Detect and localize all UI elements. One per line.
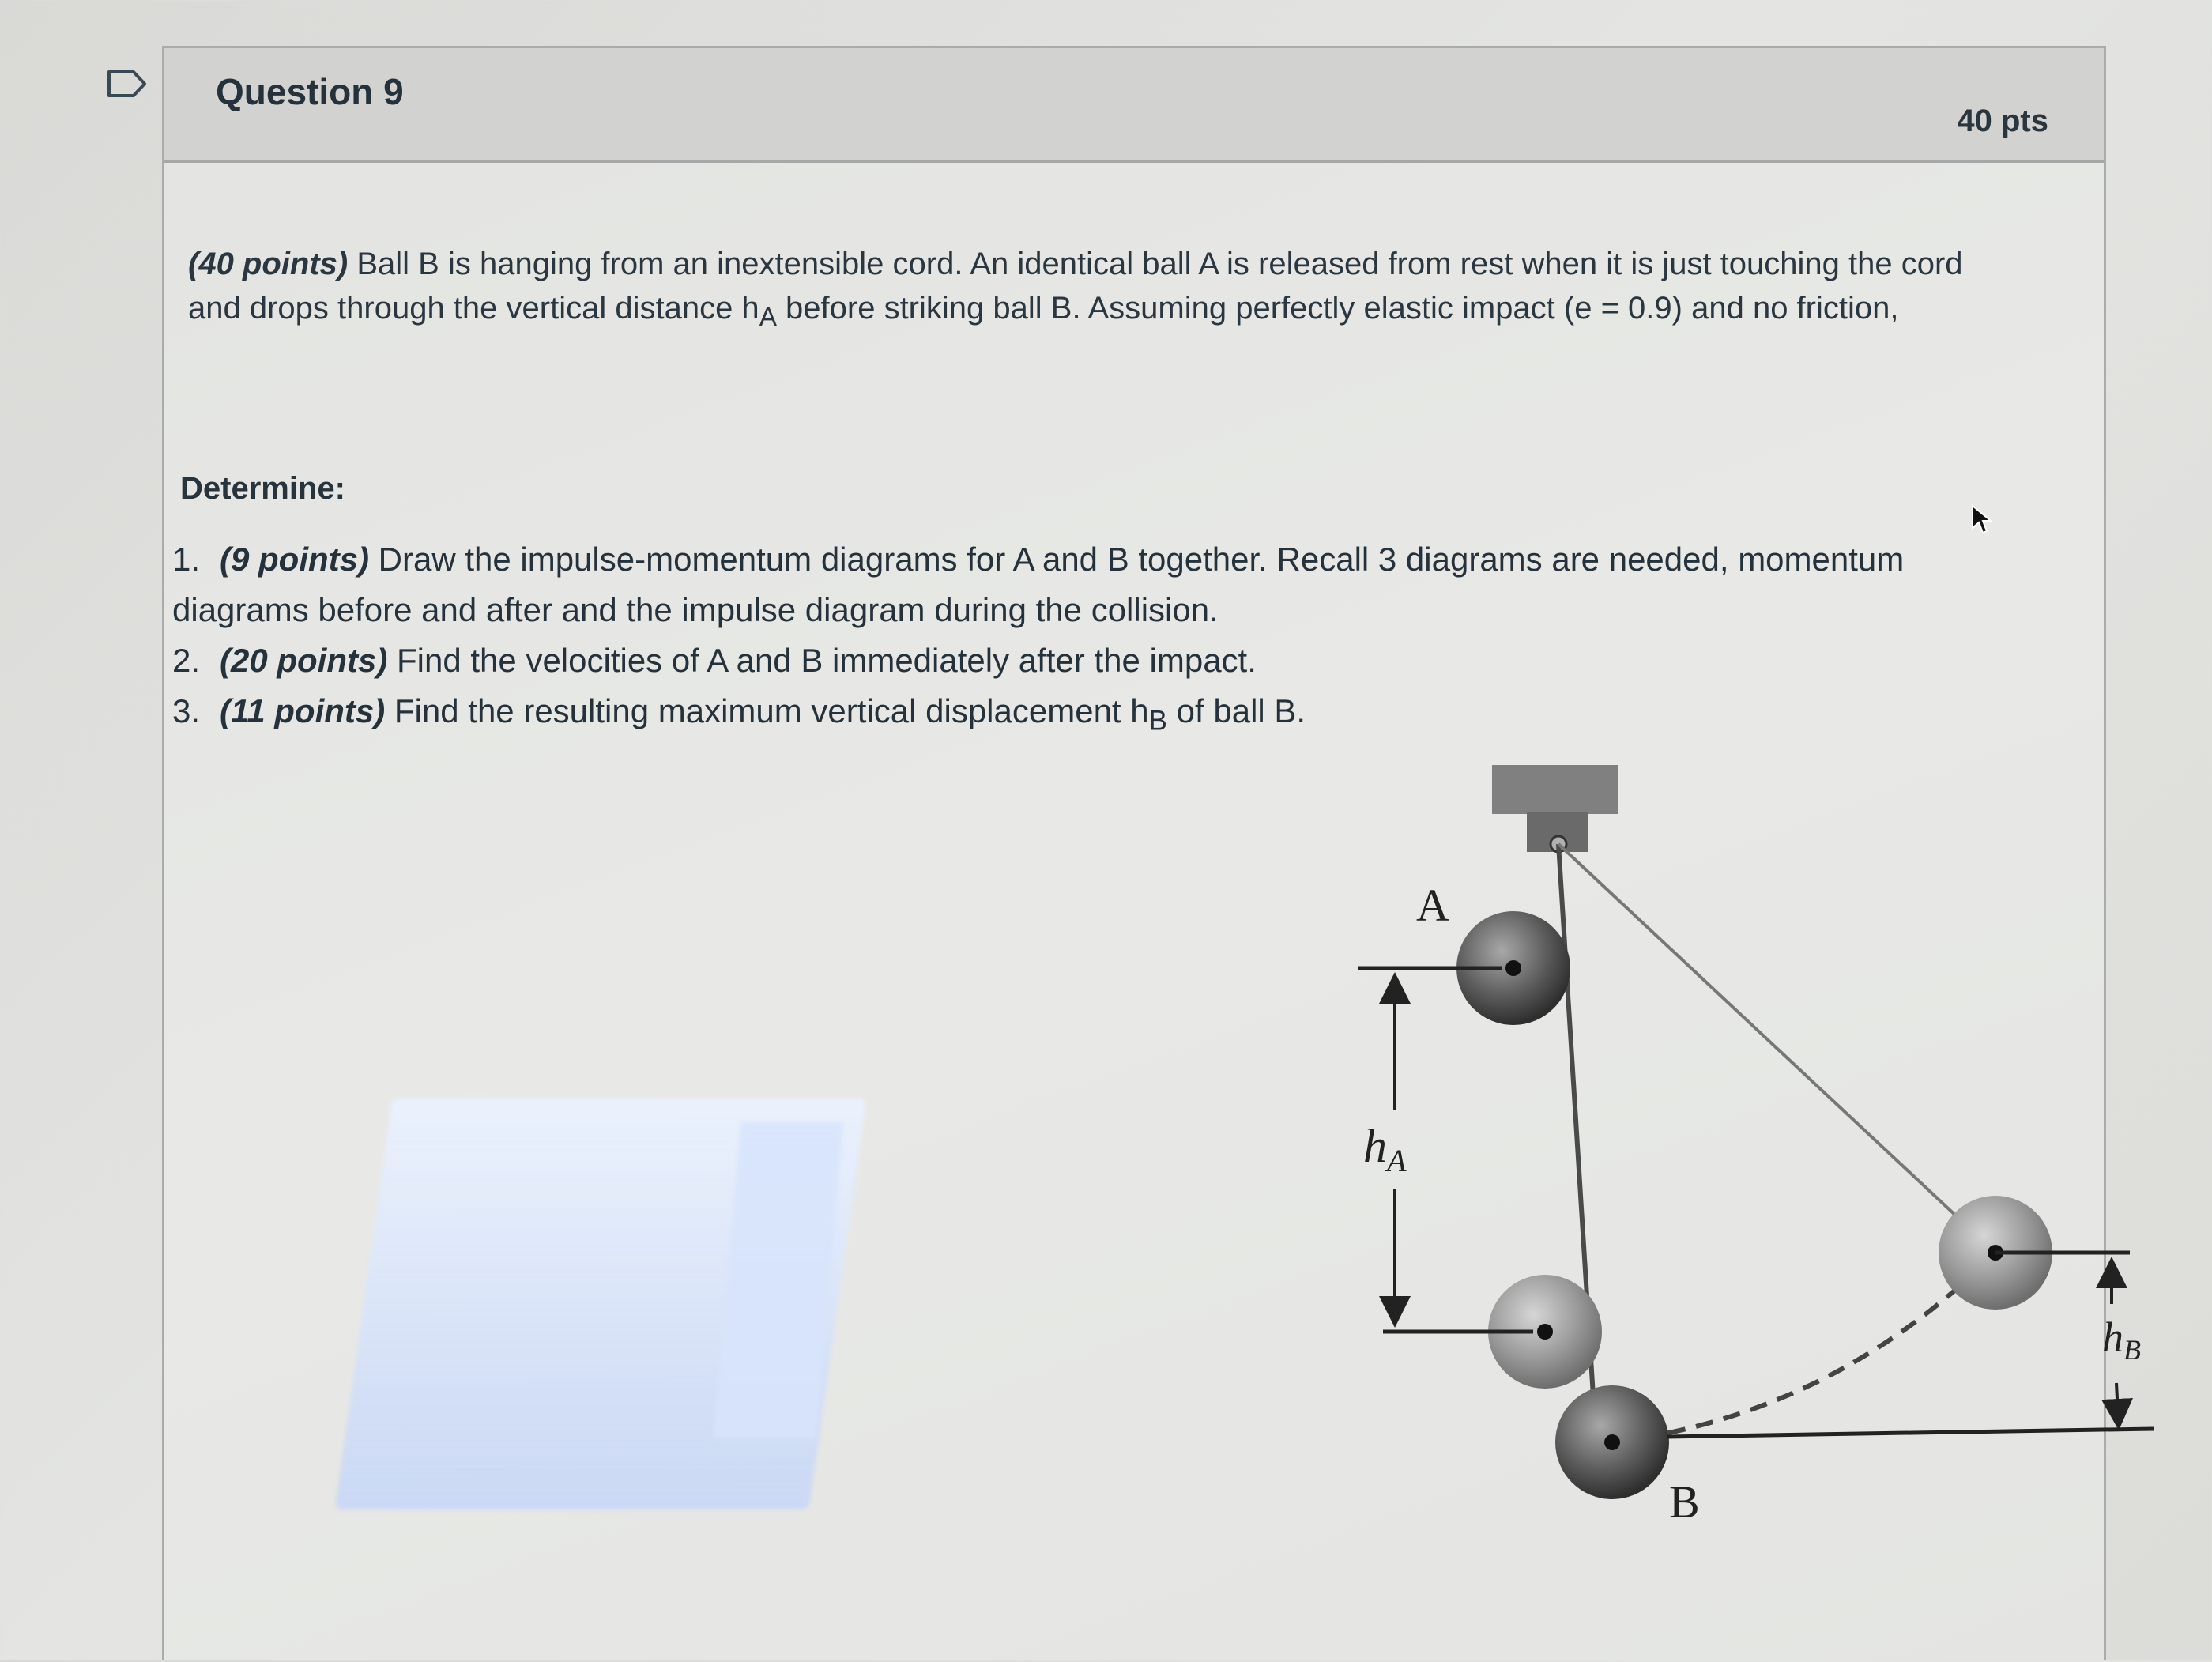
label-A: A [1416, 880, 1449, 931]
mouse-cursor-icon [1971, 504, 1993, 536]
label-hA: $h_A$ [1363, 1120, 1407, 1178]
ceiling-support [1492, 765, 1618, 814]
task-item-1 [172, 534, 2022, 635]
prompt-subscript-A: A [759, 303, 777, 332]
task-number: 2. [172, 642, 201, 679]
task-item-2 [172, 635, 2022, 686]
task-points: (11 points) [220, 692, 386, 729]
task-text: Find the velocities of A and B immediately after the impact. [387, 642, 1257, 679]
label-B: B [1669, 1476, 1700, 1525]
question-header [164, 48, 2104, 163]
task-text: Find the resulting maximum vertical displacement h [385, 692, 1149, 729]
prompt-points: (40 points) [188, 247, 349, 281]
task-text: Draw the impulse-momentum diagrams for A and B together. Recall 3 diagrams are needed, momentum diagrams before and after and the impulse diagram during the collision. [172, 541, 1905, 628]
prompt-text-2: before striking ball B. Assuming perfectly elastic impact (e = 0.9) and no friction, [776, 291, 1899, 326]
hB-arrow-down [2116, 1383, 2118, 1415]
task-number: 3. [172, 692, 201, 729]
task-subscript-B: B [1148, 705, 1167, 737]
question-title: Question 9 [216, 71, 404, 112]
question-prompt [188, 242, 1982, 340]
ball-center-dot [1604, 1434, 1620, 1450]
label-hB: hB [2102, 1313, 2141, 1366]
pendulum-diagram [1343, 759, 2173, 1525]
task-text-end: of ball B. [1166, 692, 1306, 729]
task-list [172, 534, 2022, 746]
bookmark-icon[interactable] [107, 70, 148, 98]
task-points: (20 points) [220, 642, 388, 679]
swing-path [1612, 1253, 1995, 1442]
hB-bottom-reference [1667, 1429, 2154, 1437]
cord-swung [1558, 844, 1995, 1253]
prompt-text-1: Ball B is hanging from an inextensible cord. An identical ball A is released from rest when it is just touching the cord and drops through the vertical distance h [188, 247, 1963, 326]
ball-center-dot [1537, 1324, 1553, 1340]
task-number: 1. [172, 541, 201, 578]
question-points: 40 pts [1957, 104, 2048, 138]
task-points: (9 points) [220, 541, 369, 578]
ball-center-dot [1505, 960, 1521, 976]
determine-heading: Determine: [180, 471, 345, 506]
task-item-3 [172, 686, 2022, 746]
